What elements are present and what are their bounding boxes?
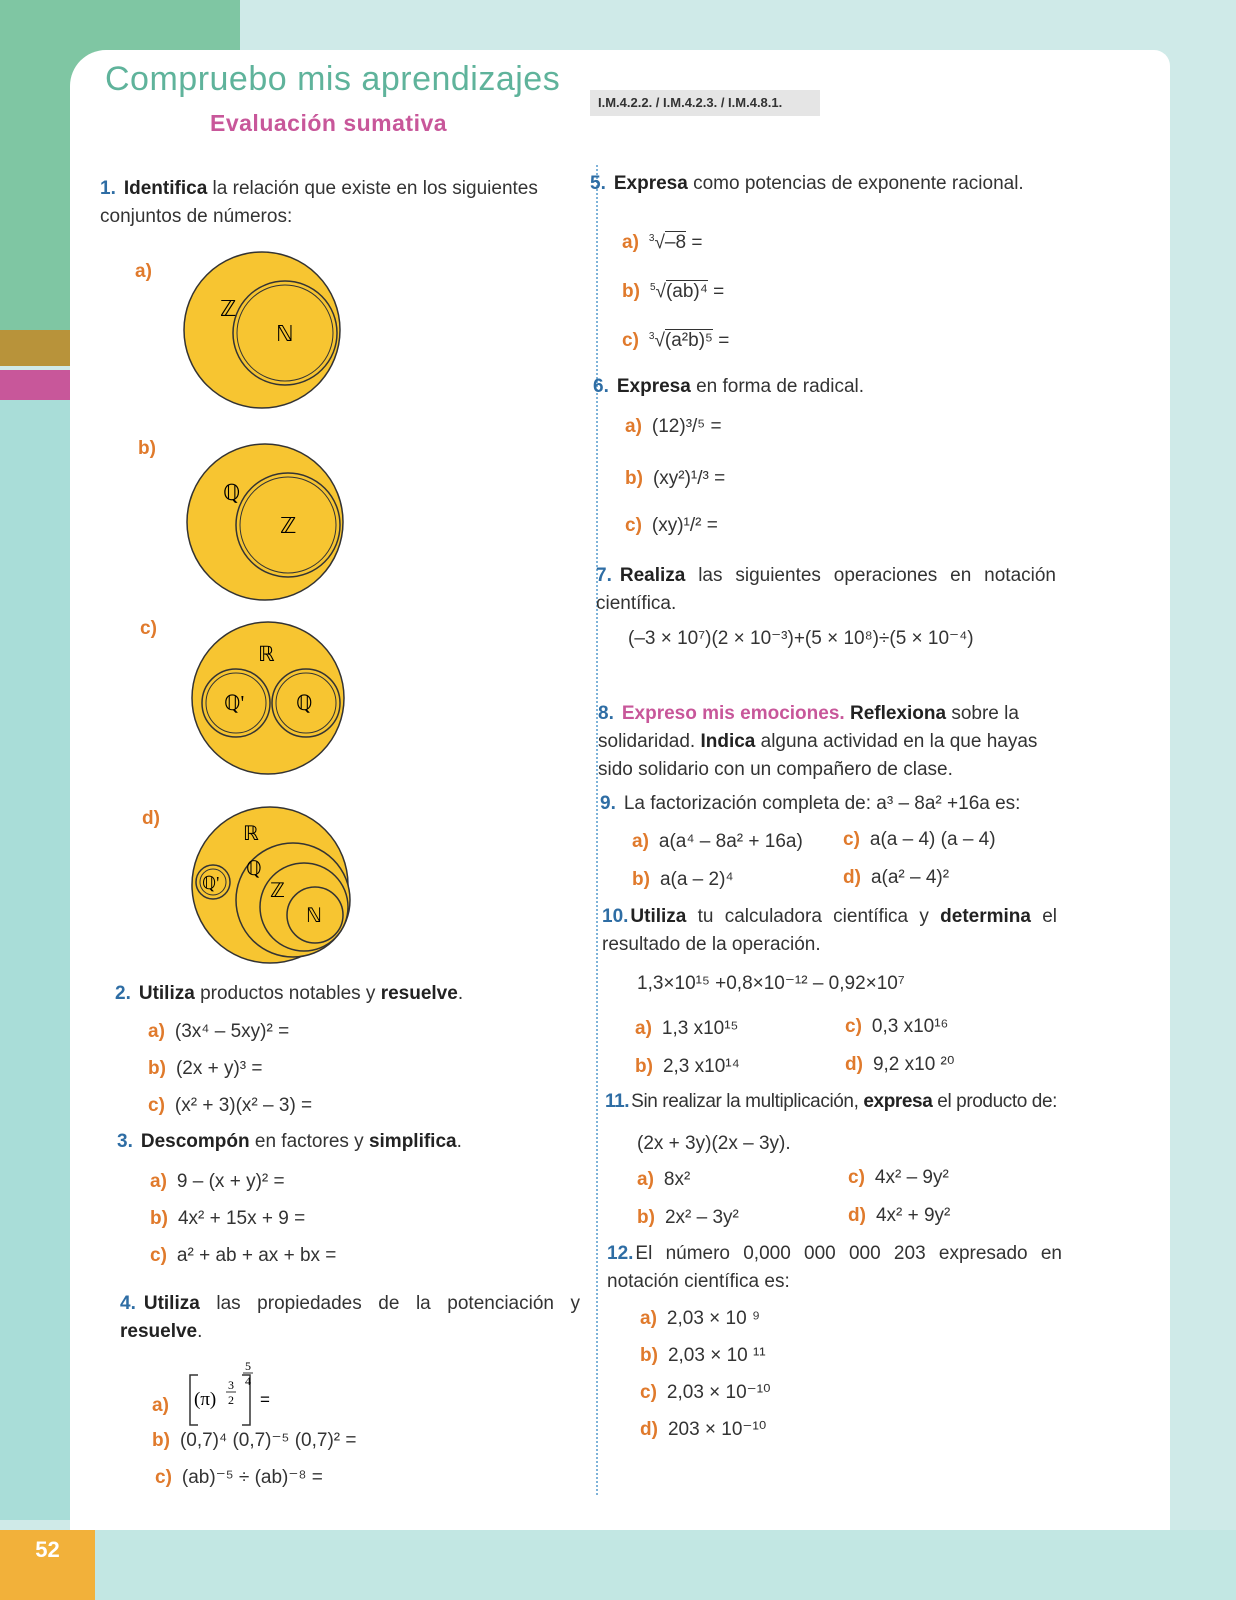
option-expr: a(a – 2)⁴ [659,869,734,890]
option-label: a) [152,1395,169,1416]
question-verb: Utiliza [143,1293,200,1314]
option-label: d) [142,808,160,829]
question-verb: Utiliza [138,983,195,1004]
option-expr: a(a – 4) (a – 4) [869,829,996,850]
option-expr: (2x + y)³ = [175,1058,263,1079]
set-label-z: ℤ [270,880,285,902]
option-label: a) [622,232,639,254]
option-item [632,866,734,894]
option-expr: 4x² + 9y² [875,1205,951,1226]
option-item [625,413,722,441]
question-number: 6. [593,376,609,397]
question-text: alguna actividad en la que hayas sido solidario con un compañero de clase. [598,731,1038,780]
option-label: c) [843,829,860,850]
option-item [625,512,718,540]
option-expr: (xy²)¹/³ = [652,468,726,489]
question-number: 8. [598,703,614,724]
option-item [632,828,803,856]
option-expr: a² + ab + ax + bx = [176,1245,337,1266]
option-expr: 4x² – 9y² [874,1167,949,1188]
question-text: Sin realizar la multiplicación, [631,1091,864,1112]
question-number: 7. [596,565,612,586]
option-expr: 2x² – 3y² [664,1207,739,1228]
option-label: a) [632,831,649,852]
question-text: . [456,1131,462,1152]
option-expr: 1,3 x10¹⁵ [661,1018,739,1039]
equals-sign: = [718,330,730,352]
option-label: d) [640,1419,658,1440]
question-5 [590,170,1060,198]
venn-diagram-c [188,618,348,778]
radicand: –8 [664,232,687,254]
root-index: 3 [648,331,655,342]
power-expression-a [180,1355,290,1435]
option-label: c) [148,1095,165,1116]
root-index: 3 [648,233,655,244]
question-text: . [457,983,464,1004]
option-item [148,1018,289,1046]
option-expr: 2,03 × 10 ¹¹ [667,1345,766,1366]
question-verb: Reflexiona [844,703,947,724]
option-expr: a(a⁴ – 8a² + 16a) [658,831,803,852]
option-expr: 4x² + 15x + 9 = [177,1208,306,1229]
bottom-band [0,1530,1236,1600]
question-text: en forma de radical. [690,376,865,397]
option-expr: 0,3 x10¹⁶ [871,1016,949,1037]
question-text: el producto de: [932,1091,1057,1112]
page-title: Compruebo mis aprendizajes [105,60,561,98]
question-text: sobre la solidaridad. [598,703,1019,752]
question-text: . [197,1321,203,1342]
question-11 [605,1088,1065,1116]
indicator-codes: I.M.4.2.2. / I.M.4.2.3. / I.M.4.8.1. [590,90,820,116]
set-label-q: ℚ [223,480,241,505]
question-text: la relación que existe en los siguientes conjuntos de números: [100,178,538,227]
option-label: a) [625,416,642,437]
option-label: d) [843,867,861,888]
option-label: c) [155,1467,172,1488]
operation-expression: (2x + 3y)(2x – 3y). [637,1133,791,1154]
equals-sign: = [713,281,725,303]
option-label: c) [640,1382,657,1403]
question-number: 1. [100,178,116,199]
option-expr: 2,03 × 10⁻¹⁰ [666,1382,771,1403]
option-item [848,1202,950,1230]
option-label: a) [148,1021,165,1042]
question-verb: Expresa [616,376,691,397]
option-item [635,1015,738,1043]
root-index: 5 [649,282,656,293]
option-expr: (12)³/⁵ = [651,416,722,437]
option-expr: 203 × 10⁻¹⁰ [667,1419,767,1440]
option-item [150,1205,305,1233]
option-item [622,323,729,355]
option-item [152,1427,356,1455]
set-label-q: ℚ [296,691,313,715]
option-label: b) [138,438,156,459]
option-item [155,1464,323,1492]
question-number: 9. [600,793,616,814]
question-1 [100,175,560,231]
question-verb: Identifica [123,178,208,199]
question-number: 11. [605,1091,630,1112]
question-verb: Utiliza [630,906,687,927]
set-label-q-prime: ℚ' [202,873,220,893]
option-item [640,1342,766,1370]
option-label: b) [640,1345,658,1366]
option-item [150,1242,336,1270]
option-item [845,1051,955,1079]
question-text: las siguientes operaciones en notación científica. [596,565,1056,614]
venn-diagram-b [183,440,348,605]
option-label: c) [848,1167,865,1188]
question-text: tu calculadora científica y [686,906,941,927]
question-7 [596,562,1056,618]
option-label: a) [635,1018,652,1039]
pi-term: (π) [194,1389,217,1410]
question-text: El número 0,000 000 000 203 expresado en notación científica es: [607,1243,1062,1292]
set-label-r: ℝ [243,823,259,845]
question-8 [598,700,1058,784]
option-label: a) [640,1308,657,1329]
question-number: 3. [117,1131,133,1152]
column-divider [596,165,598,1495]
option-expr: (3x⁴ – 5xy)² = [174,1021,290,1042]
question-verb: determina [940,906,1031,927]
option-item [637,1204,739,1232]
option-item [848,1164,949,1192]
set-label-q: ℚ [246,858,262,880]
operation-expression: 1,3×10¹⁵ +0,8×10⁻¹² – 0,92×10⁷ [637,973,905,994]
option-item [843,864,949,892]
set-label-n: ℕ [276,321,294,346]
operation-expression: (–3 × 10⁷)(2 × 10⁻³)+(5 × 10⁸)÷(5 × 10⁻⁴) [628,628,974,649]
option-item [150,1168,285,1196]
question-number: 5. [590,173,606,194]
question-verb: Expresa [613,173,688,194]
option-expr: 8x² [663,1169,691,1190]
option-expr: 2,03 × 10 ⁹ [666,1308,761,1329]
option-label: c) [622,330,639,352]
option-expr: (ab)⁻⁵ ÷ (ab)⁻⁸ = [181,1467,323,1488]
option-item [635,1053,740,1081]
inner-exp-den: 2 [228,1393,234,1407]
question-verb: resuelve [380,983,458,1004]
question-text: el resultado de la operación. [602,906,1057,955]
question-number: 12. [607,1243,634,1264]
question-number: 4. [120,1293,136,1314]
option-label: b) [625,468,643,489]
option-label: d) [848,1205,866,1226]
question-text: las propiedades de la potenciación y [199,1293,580,1314]
question-10 [602,903,1057,959]
option-expr: 9 – (x + y)² = [176,1171,285,1192]
emotions-label: Expreso mis emociones. [621,703,845,724]
option-expr: 2,3 x10¹⁴ [662,1056,740,1077]
option-label: a) [150,1171,167,1192]
option-label: b) [637,1207,655,1228]
question-4 [120,1290,580,1346]
pink-color-band [0,370,70,400]
question-text: en factores y [249,1131,369,1152]
option-label: b) [622,281,640,303]
option-expr: a(a² – 4)² [870,867,950,888]
option-item [622,274,724,306]
question-number: 10. [602,906,629,927]
option-item [625,465,725,493]
equals-sign: = [691,232,703,254]
option-label: a) [637,1169,654,1190]
option-label: c) [625,515,642,536]
option-label: b) [150,1208,168,1229]
option-item [640,1379,771,1407]
option-label: c) [845,1016,862,1037]
option-item [637,1166,690,1194]
question-verb: Realiza [619,565,686,586]
option-label: b) [632,869,650,890]
question-verb: Indica [700,731,756,752]
set-label-z: ℤ [220,296,237,321]
venn-diagram-a [180,248,345,413]
option-expr: (0,7)⁴ (0,7)⁻⁵ (0,7)² = [179,1430,357,1451]
option-label: c) [140,618,157,639]
radicand: (ab)⁴ [665,281,708,303]
set-label-q-prime: ℚ' [224,691,245,715]
equals-sign: = [260,1390,270,1409]
set-label-r: ℝ [258,642,275,666]
option-label: b) [152,1430,170,1451]
option-label: b) [148,1058,166,1079]
option-expr: (x² + 3)(x² – 3) = [174,1095,313,1116]
option-item [148,1055,263,1083]
option-expr: (xy)¹/² = [651,515,718,536]
question-12 [607,1240,1062,1296]
question-text: productos notables y [194,983,381,1004]
page-number: 52 [35,1537,60,1562]
page-subtitle: Evaluación sumativa [210,110,448,136]
question-text: La factorización completa de: a³ – 8a² +16a es: [623,793,1021,814]
outer-exp-num: 5 [245,1359,251,1373]
question-verb: Descompón [140,1131,250,1152]
set-label-n: ℕ [306,905,323,927]
question-verb: expresa [863,1091,933,1112]
option-item [843,826,996,854]
radical-sign: √ [655,281,666,303]
option-item [640,1305,760,1333]
question-3 [117,1128,577,1156]
inner-exp-num: 3 [228,1378,234,1392]
outer-exp-den: 4 [245,1374,251,1388]
option-item [845,1013,948,1041]
option-item [622,225,702,257]
radicand: (a²b)⁵ [664,330,713,352]
venn-diagram-d [188,805,353,970]
option-expr: 9,2 x10 ²⁰ [872,1054,955,1075]
option-label: c) [150,1245,167,1266]
question-number: 2. [115,983,131,1004]
option-label: a) [135,261,152,282]
question-verb: simplifica [368,1131,457,1152]
question-verb: resuelve [120,1321,198,1342]
teal-edge-band [0,400,70,1520]
radical-sign: √ [654,330,665,352]
set-label-z: ℤ [280,513,297,538]
mustard-color-band [0,330,70,366]
radical-sign: √ [654,232,665,254]
question-9 [600,790,1070,818]
option-item [148,1092,312,1120]
question-2 [115,980,575,1008]
option-label: d) [845,1054,863,1075]
question-text: como potencias de exponente racional. [687,173,1024,194]
option-item [640,1416,766,1444]
question-6 [593,373,1063,401]
option-label: b) [635,1056,653,1077]
